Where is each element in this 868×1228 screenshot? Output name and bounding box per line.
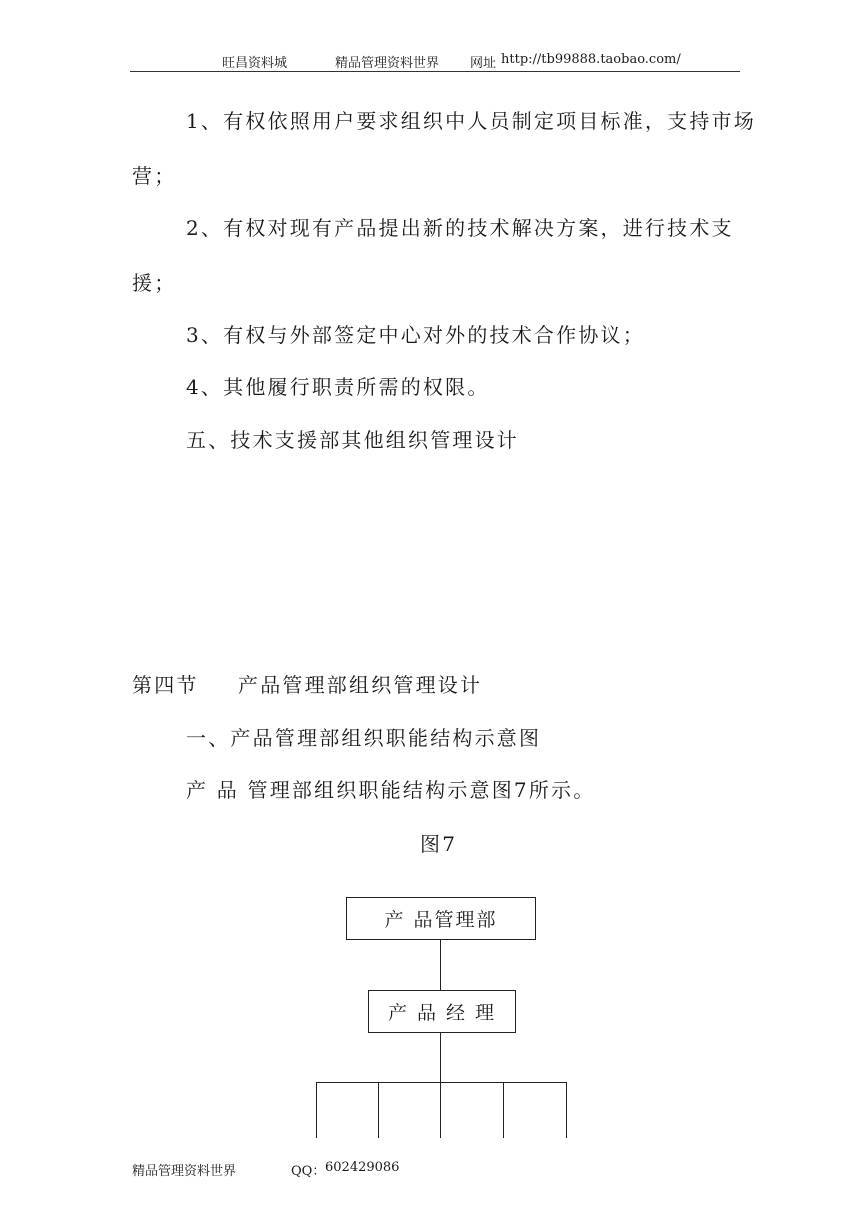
- paragraph-1-line-1: 1、有权依照用户要求组织中人员制定项目标准，支持市场: [186, 109, 756, 133]
- footer-qq-label: QQ：: [291, 1164, 326, 1179]
- header-brand: 精品管理资料世界: [335, 56, 440, 71]
- branch-drop-3: [440, 1082, 441, 1138]
- header-url-label: 网址: [470, 56, 497, 71]
- org-box-product-manager: [368, 990, 516, 1033]
- figure-reference-text: 产 品 管理部组织职能结构示意图7所示。: [186, 778, 596, 802]
- paragraph-3: 3、有权与外部签定中心对外的技术合作协议；: [186, 323, 645, 347]
- org-box-product-management-dept-label: 产 品管理部: [384, 909, 498, 931]
- connector-manager-to-branches: [440, 1032, 441, 1083]
- paragraph-1-line-2: 营；: [132, 164, 177, 188]
- paragraph-4: 4、其他履行职责所需的权限。: [186, 375, 490, 399]
- connector-dept-to-manager: [440, 939, 441, 990]
- branch-drop-5: [566, 1082, 567, 1138]
- section-heading-5: 五、技术支援部其他组织管理设计: [186, 428, 519, 452]
- branch-drop-4: [503, 1082, 504, 1138]
- org-box-product-manager-label: 产 品 经 理: [387, 1002, 497, 1024]
- branch-drop-2: [378, 1082, 379, 1138]
- footer-qq-number: 602429086: [325, 1160, 400, 1175]
- footer-brand: 精品管理资料世界: [132, 1164, 237, 1179]
- header-divider: [130, 71, 740, 72]
- paragraph-2-line-1: 2、有权对现有产品提出新的技术解决方案，进行技术支: [186, 216, 734, 240]
- chapter-number: 第四节: [132, 673, 199, 697]
- header-url-link[interactable]: http://tb99888.taobao.com/: [501, 52, 681, 67]
- org-box-product-management-dept: [346, 897, 536, 940]
- header-site-name: 旺昌资料城: [222, 56, 288, 71]
- subsection-heading-1: 一、产品管理部组织职能结构示意图: [186, 726, 542, 750]
- branch-drop-1: [316, 1082, 317, 1138]
- branch-horizontal-line: [316, 1082, 567, 1083]
- chapter-title: 产品管理部组织管理设计: [238, 673, 483, 697]
- paragraph-2-line-2: 援；: [132, 271, 177, 295]
- figure-label: 图7: [420, 832, 458, 856]
